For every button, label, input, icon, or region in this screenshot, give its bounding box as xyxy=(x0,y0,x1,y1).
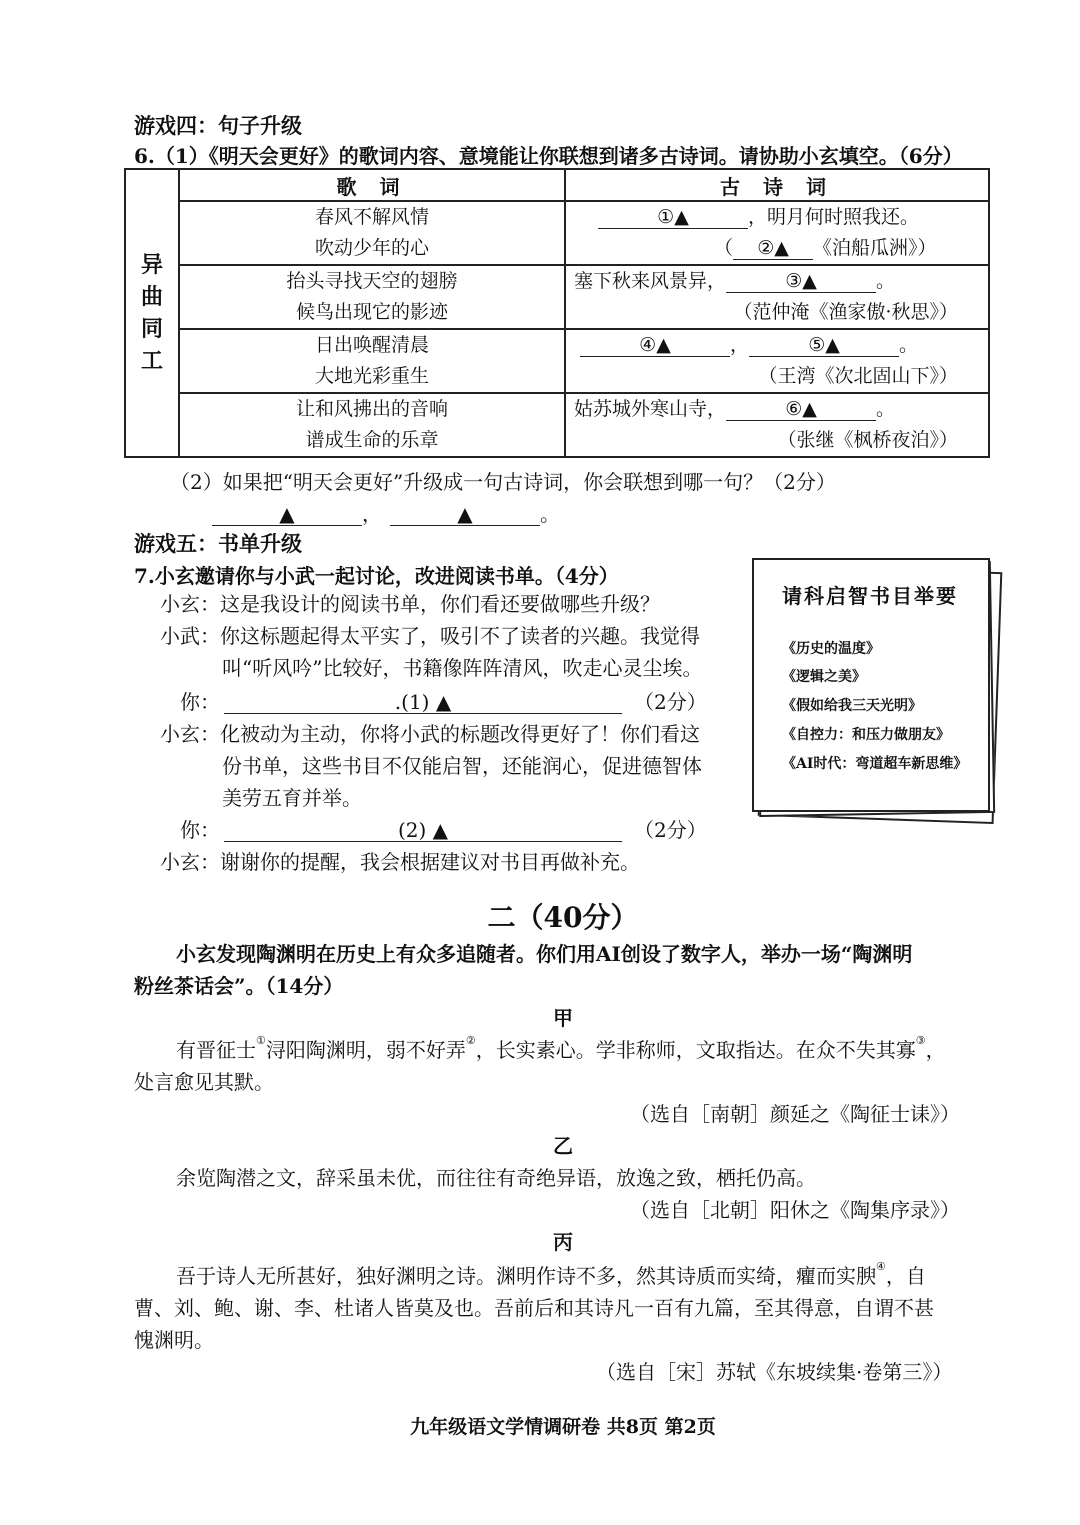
lyric-cell: 让和风拂出的音响 谱成生命的乐章 xyxy=(179,393,565,457)
lyrics-poem-table xyxy=(124,168,990,458)
part-2-intro-cont: 粉丝茶话会”。（14分） xyxy=(134,974,344,998)
dialogue-2-cont: 叫“听风吟”比较好，书籍像阵阵清风，吹走心灵尘埃。 xyxy=(222,656,703,680)
book-list-title: 请科启智书目举要 xyxy=(782,584,958,608)
blank-5[interactable]: ⑤▲ xyxy=(749,334,899,357)
page-footer: 九年级语文学情调研卷 共8页 第2页 xyxy=(410,1416,716,1438)
book-item: 《自控力：和压力做朋友》 xyxy=(782,727,950,743)
part-2-intro: 小玄发现陶渊明在历史上有众多追随者。你们用AI创设了数字人，举办一场“陶渊明 xyxy=(176,942,913,966)
poem-cell: 姑苏城外寒山寺， ⑥▲ 。 （张继《枫桥夜泊》） xyxy=(565,393,989,457)
question-7: 7.小玄邀请你与小武一起讨论，改进阅读书单。（4分） xyxy=(134,564,619,588)
book-list-card xyxy=(752,558,998,820)
dialogue-3-cont: 份书单，这些书目不仅能启智，还能润心，促进德智体 xyxy=(222,754,702,778)
lyric-cell: 抬头寻找天空的翅膀 候鸟出现它的影迹 xyxy=(179,265,565,329)
blank-1[interactable]: ①▲ xyxy=(598,206,748,229)
question-6-2: （2）如果把“明天会更好”升级成一句古诗词，你会联想到哪一句？（2分） xyxy=(170,470,836,494)
game5-heading: 游戏五：书单升级 xyxy=(134,531,302,556)
passage-jia-label: 甲 xyxy=(553,1006,573,1030)
passage-jia-line1: 有晋征士①浔阳陶渊明，弱不好弄②，长实素心。学非称师，文取指达。在众不失其寡③， xyxy=(176,1034,946,1062)
q6-2-blank-2[interactable]: ▲ xyxy=(390,503,540,526)
dialogue-4: 小玄：谢谢你的提醒，我会根据建议对书目再做补充。 xyxy=(160,850,640,874)
passage-bing-line1: 吾于诗人无所甚好，独好渊明之诗。渊明作诗不多，然其诗质而实绮，癯而实腴④，自 xyxy=(176,1260,926,1288)
dialogue-2: 小武：你这标题起得太平实了，吸引不了读者的兴趣。我觉得 xyxy=(160,624,700,648)
book-item: 《AI时代：弯道超车新思维》 xyxy=(782,756,968,772)
blank-6[interactable]: ⑥▲ xyxy=(726,398,876,421)
poem-cell: ①▲ ，明月何时照我还。 （ ②▲ 《泊船瓜洲》） xyxy=(565,201,989,265)
passage-bing-line3: 愧渊明。 xyxy=(134,1328,214,1352)
passage-jia-source: （选自［南朝］颜延之《陶征士诔》） xyxy=(630,1102,960,1126)
answer-2-input[interactable]: (2) ▲ xyxy=(224,819,622,842)
dialogue-1: 小玄：这是我设计的阅读书单，你们看还要做哪些升级？ xyxy=(160,592,660,616)
poem-cell: ④▲ ， ⑤▲ 。 （王湾《次北固山下》） xyxy=(565,329,989,393)
lyric-cell: 日出唤醒清晨 大地光彩重生 xyxy=(179,329,565,393)
book-item: 《历史的温度》 xyxy=(782,641,880,657)
passage-bing-source: （选自［宋］苏轼《东坡续集·卷第三》） xyxy=(596,1360,953,1384)
part-2-heading: 二（40分） xyxy=(487,901,639,934)
col-poem-header: 古 诗 词 xyxy=(565,169,989,201)
answer-1-line: 你： .(1) ▲ （2分） xyxy=(180,690,707,714)
dialogue-3-cont2: 美劳五育并举。 xyxy=(222,786,362,810)
lyric-cell: 春风不解风情 吹动少年的心 xyxy=(179,201,565,265)
dialogue-3: 小玄：化被动为主动，你将小武的标题改得更好了！你们看这 xyxy=(160,722,700,746)
passage-yi-source: （选自［北朝］阳休之《陶集序录》） xyxy=(630,1198,960,1222)
q6-2-answer-line: ▲ ， ▲ 。 xyxy=(212,498,560,527)
book-item: 《逻辑之美》 xyxy=(782,669,866,685)
answer-2-line: 你： (2) ▲ （2分） xyxy=(180,818,707,842)
blank-2[interactable]: ②▲ xyxy=(733,237,813,260)
passage-yi-text: 余览陶潜之文，辞采虽未优，而往往有奇绝异语，放逸之致，栖托仍高。 xyxy=(176,1166,816,1190)
row-header: 异 曲 同 工 xyxy=(125,169,179,457)
question-6-1: 6.（1）《明天会更好》的歌词内容、意境能让你联想到诸多古诗词。请协助小玄填空。（6分） xyxy=(134,144,963,168)
book-item: 《假如给我三天光明》 xyxy=(782,698,922,714)
q6-2-blank-1[interactable]: ▲ xyxy=(212,503,362,526)
col-lyric-header: 歌 词 xyxy=(179,169,565,201)
game4-heading: 游戏四：句子升级 xyxy=(134,113,302,138)
passage-jia-line2: 处言愈见其默。 xyxy=(134,1070,274,1094)
passage-yi-label: 乙 xyxy=(553,1134,573,1158)
answer-1-input[interactable]: .(1) ▲ xyxy=(224,691,622,714)
blank-4[interactable]: ④▲ xyxy=(580,334,730,357)
blank-3[interactable]: ③▲ xyxy=(726,270,876,293)
passage-bing-line2: 曹、刘、鲍、谢、李、杜诸人皆莫及也。吾前后和其诗凡一百有九篇，至其得意，自谓不甚 xyxy=(134,1296,934,1320)
passage-bing-label: 丙 xyxy=(553,1230,573,1254)
poem-cell: 塞下秋来风景异， ③▲ 。 （范仲淹《渔家傲·秋思》） xyxy=(565,265,989,329)
